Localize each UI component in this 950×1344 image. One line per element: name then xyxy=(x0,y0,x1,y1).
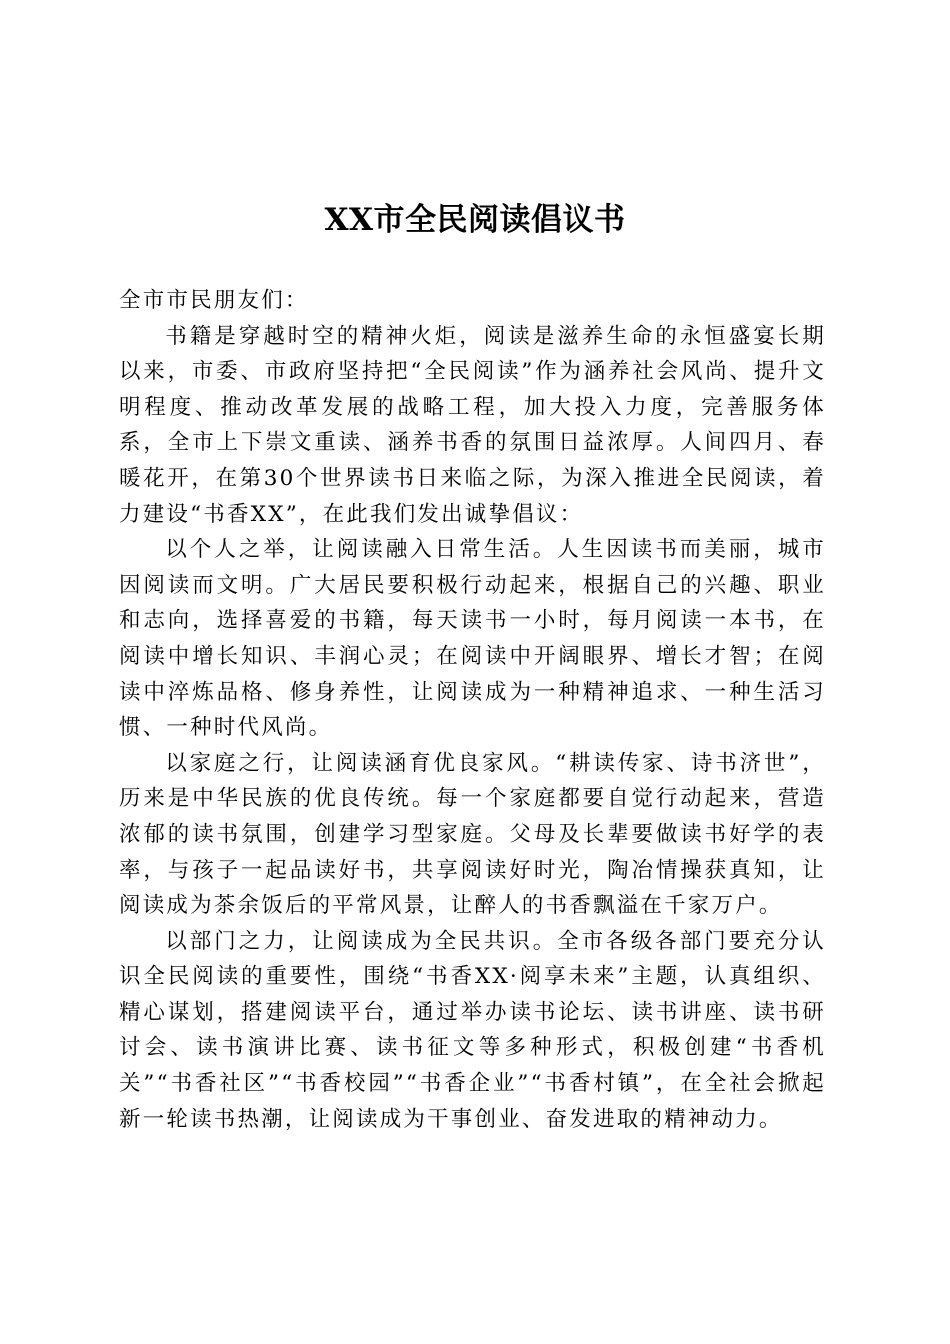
document-body xyxy=(119,283,826,1137)
paragraph-individual-reading: 以个人之举，让阅读融入日常生活。人生因读书而美丽，城市因阅读而文明。广大居民要积极行动起来，根据自己的兴趣、职业和志向，选择喜爱的书籍，每天读书一小时，每月阅读一本书，在阅读中增长知识、丰润心灵；在阅读中开阔眼界、增长才智；在阅读中淬炼品格、修身养性，让阅读成为一种精神追求、一种生活习惯、一种时代风尚。 xyxy=(119,537,826,741)
salutation: 全市市民朋友们： xyxy=(119,288,309,313)
document-title: XX市全民阅读倡议书 xyxy=(324,202,626,238)
paragraph-intro: 书籍是穿越时空的精神火炬，阅读是滋养生命的永恒盛宴长期以来，市委、市政府坚持把“全民阅读”作为涵养社会风尚、提升文明程度、推动改革发展的战略工程，加大投入力度，完善服务体系，全市上下崇文重读、涵养书香的氛围日益浓厚。人间四月、春暖花开，在第30个世界读书日来临之际，为深入推进全民阅读，着力建设“书香XX”，在此我们发出诚挚倡议： xyxy=(119,323,826,527)
paragraph-department-reading: 以部门之力，让阅读成为全民共识。全市各级各部门要充分认识全民阅读的重要性，围绕“书香XX·阅享未来”主题，认真组织、精心谋划，搭建阅读平台，通过举办读书论坛、读书讲座、读书研讨会、读书演讲比赛、读书征文等多种形式，积极创建“书香机关”“书香社区”“书香校园”“书香企业”“书香村镇”，在全社会掀起新一轮读书热潮，让阅读成为干事创业、奋发进取的精神动力。 xyxy=(119,928,826,1132)
paragraph-family-reading: 以家庭之行，让阅读涵育优良家风。“耕读传家、诗书济世”，历来是中华民族的优良传统。每一个家庭都要自觉行动起来，营造浓郁的读书氛围，创建学习型家庭。父母及长辈要做读书好学的表率，与孩子一起品读好书，共享阅读好时光，陶冶情操获真知，让阅读成为茶余饭后的平常风景，让醉人的书香飘溢在千家万户。 xyxy=(119,750,826,919)
